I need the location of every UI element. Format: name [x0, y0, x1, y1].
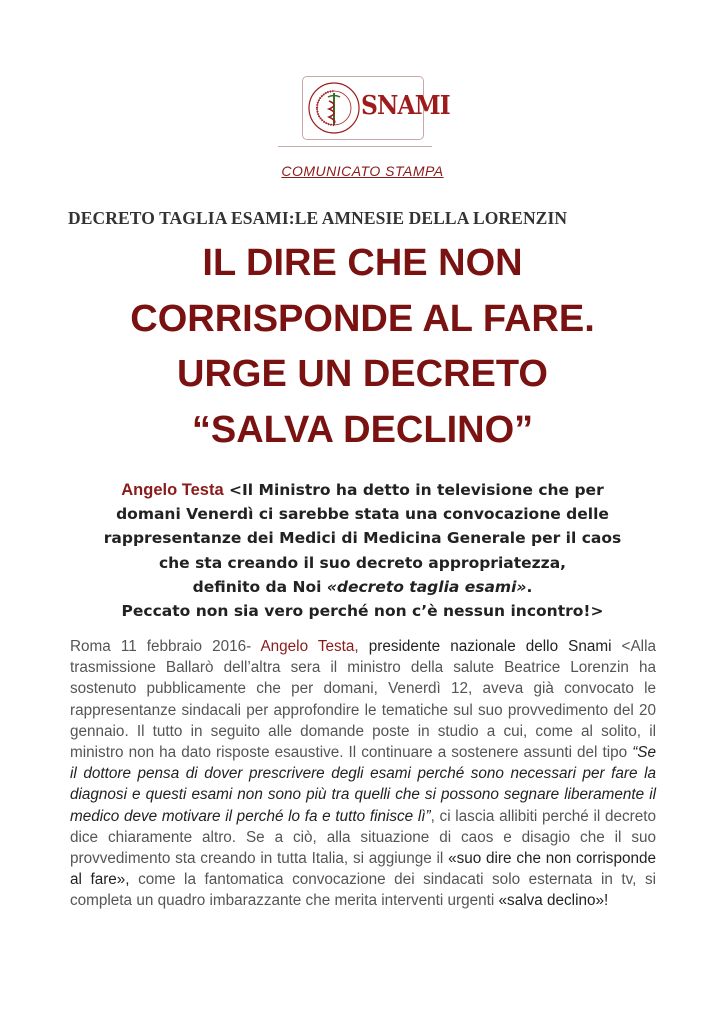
dateline: Roma 11 febbraio 2016- — [70, 638, 261, 655]
lead-line: domani Venerdì ci sarebbe stata una convocazione delle — [116, 505, 609, 524]
body-text: ministro non ha dato risposte esaustive. Il continuare a sostenere assunti del tipo — [70, 743, 633, 761]
snami-logo — [302, 76, 450, 140]
body-line: sostenuto pubblicamente che per domani, Venerdì 12, aveva già convocato le — [70, 680, 656, 698]
lead-line: rappresentanze dei Medici di Medicina Generale per il caos — [103, 529, 622, 548]
body-text: provvedimento sta creando in tutta Italia, si aggiunge il — [70, 849, 449, 867]
body-line: dice chiaramente altro. Se a ciò, alla situazione di caos e disagio che il suo — [70, 828, 656, 846]
lead-line: che sta creando il suo decreto appropriatezza, — [158, 553, 567, 572]
lead-line — [0, 478, 725, 502]
body-line: diagnosi e questi esami non sono più tra quelli che si possono segnare liberamente il — [70, 786, 656, 804]
body-line — [70, 869, 656, 890]
body-line — [70, 742, 656, 763]
headline — [0, 236, 725, 458]
body-paragraph — [70, 636, 656, 911]
body-line — [70, 806, 656, 827]
lead-text: definito da Noi — [192, 577, 327, 596]
body-quote: «suo dire che non corrisponde — [448, 849, 656, 867]
lead-line: Peccato non sia vero perché non c’è nessun incontro!> — [121, 601, 604, 620]
body-text: come la fantomatica convocazione dei sindacati solo esternata in tv, si — [129, 871, 656, 889]
body-line — [70, 890, 656, 911]
lead-paragraph — [0, 478, 725, 623]
lead-quote: «decreto taglia esami» — [326, 577, 527, 596]
logo-wordmark: SNAMI — [361, 91, 450, 121]
body-quote: «salva declino»! — [498, 892, 609, 910]
body-text: completa un quadro imbarazzante che merita interventi urgenti — [70, 892, 499, 910]
caduceus-icon — [307, 81, 361, 135]
lead-text: <Il Ministro ha detto in televisione che per — [223, 481, 604, 499]
lead-author: Angelo Testa — [121, 481, 224, 499]
body-line — [70, 848, 656, 869]
body-text: <Alla — [611, 638, 656, 655]
logo-divider — [278, 146, 432, 147]
body-text: , ci lascia allibiti perché il decreto — [430, 807, 656, 825]
headline-line: CORRISPONDE AL FARE. — [130, 297, 595, 340]
lead-line — [0, 575, 725, 599]
headline-line: “SALVA DECLINO” — [191, 408, 534, 451]
body-author: Angelo Testa, — [260, 638, 359, 655]
body-line: trasmissione Ballarò dell’altra sera il ministro della salute Beatrice Lorenzin ha — [70, 659, 656, 677]
body-quote: medico deve motivare il perché lo fa e tutto finisce lì” — [70, 807, 431, 825]
author-role: presidente nazionale dello Snami — [358, 638, 612, 655]
body-quote: al fare», — [70, 871, 130, 889]
body-line — [70, 636, 656, 657]
lead-text: . — [526, 577, 533, 596]
body-line: gennaio. Il tutto in seguito alle domande poste in studio a cui, come al solito, il — [70, 722, 656, 740]
headline-line: IL DIRE CHE NON — [202, 242, 523, 284]
subtitle: DECRETO TAGLIA ESAMI:LE AMNESIE DELLA LORENZIN — [68, 208, 568, 228]
press-release-label: COMUNICATO STAMPA — [281, 163, 444, 179]
body-line: il dottore pensa di dover prescrivere degli esami perché sono necessari per fare la — [70, 765, 656, 783]
headline-line: URGE UN DECRETO — [177, 353, 548, 395]
body-quote: “Se — [632, 743, 656, 761]
body-line: rappresentanze sindacali per approfondire le tematiche sul suo provvedimento del 20 — [70, 701, 656, 719]
